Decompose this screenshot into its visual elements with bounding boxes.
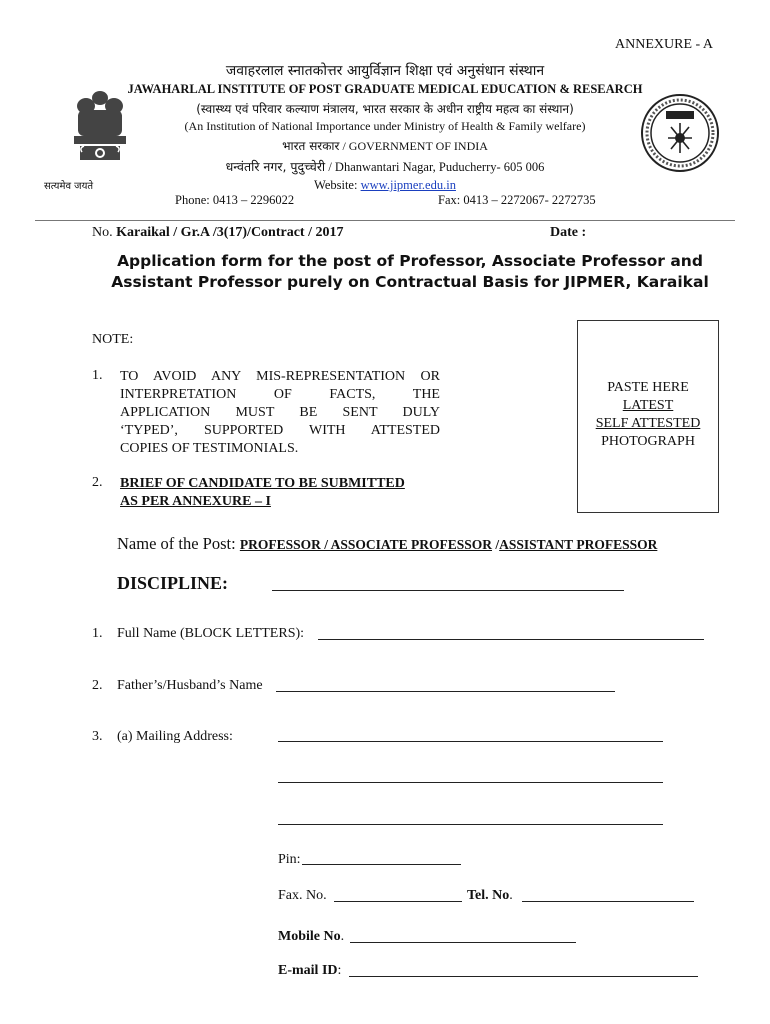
- note-1-line-3: APPLICATION MUST BE SENT DULY: [120, 405, 440, 420]
- mobile-label-dot: .: [340, 929, 345, 944]
- photo-box: [577, 320, 719, 513]
- note-1-line-2: INTERPRETATION OF FACTS, THE: [120, 387, 440, 402]
- note-1-number: 1.: [92, 368, 103, 383]
- photo-line-3: SELF ATTESTED: [595, 416, 701, 431]
- website-link[interactable]: www.jipmer.edu.in: [360, 178, 456, 192]
- address-hindi: धन्वंतरि नगर, पुदुच्चेरी: [225, 159, 326, 174]
- note-2-text: [120, 475, 440, 511]
- reference-value: Karaikal / Gr.A /3(17)/Contract / 2017: [116, 225, 344, 240]
- website-line: [0, 178, 770, 193]
- photo-line-2: LATEST: [622, 398, 674, 413]
- discipline-label: DISCIPLINE:: [117, 573, 229, 593]
- government-line: [0, 137, 770, 154]
- note-2-line-1: BRIEF OF CANDIDATE TO BE SUBMITTED: [120, 476, 405, 491]
- institute-name-hindi: जवाहरलाल स्नातकोत्तर आयुर्विज्ञान शिक्षा एवं अनुसंधान संस्थान: [225, 63, 545, 79]
- mailing-address-line-1[interactable]: [278, 741, 663, 742]
- institute-name-english: JAWAHARLAL INSTITUTE OF POST GRADUATE MEDICAL EDUCATION & RESEARCH: [127, 82, 643, 96]
- field-2-number: 2.: [92, 678, 103, 693]
- pin-label: Pin:: [278, 852, 301, 867]
- mailing-address-line-3[interactable]: [278, 824, 663, 825]
- note-heading: NOTE:: [92, 332, 134, 347]
- mobile-field[interactable]: [350, 942, 576, 943]
- tel-field[interactable]: [522, 901, 694, 902]
- phone-number: Phone: 0413 – 2296022: [175, 193, 295, 207]
- mobile-label-text: Mobile No: [278, 929, 341, 944]
- post-value-2: ASSISTANT PROFESSOR: [499, 537, 658, 552]
- field-3-number: 3.: [92, 729, 103, 744]
- post-name: [117, 534, 657, 554]
- government-hindi: भारत सरकार: [282, 139, 340, 153]
- email-field[interactable]: [349, 976, 698, 977]
- mobile-label: [278, 929, 344, 945]
- institute-subtitle-hindi: (स्वास्थ्य एवं परिवार कल्याण मंत्रालय, भारत सरकार के अधीन राष्ट्रीय महत्व का संस्थान): [196, 102, 574, 116]
- annexure-label: ANNEXURE - A: [615, 37, 713, 52]
- note-1-line-4: ‘TYPED’, SUPPORTED WITH ATTESTED: [120, 423, 440, 438]
- tel-label-text: Tel. No: [467, 888, 510, 903]
- note-1-line-5: COPIES OF TESTIMONIALS.: [120, 441, 299, 456]
- full-name-label: Full Name (BLOCK LETTERS):: [117, 626, 305, 641]
- post-separator: /: [492, 537, 500, 552]
- fax-label: Fax. No.: [278, 888, 327, 903]
- website-label: Website:: [314, 178, 361, 192]
- note-1-line-1: TO AVOID ANY MIS-REPRESENTATION OR: [120, 369, 440, 384]
- photo-line-4: PHOTOGRAPH: [601, 434, 695, 449]
- fax-field[interactable]: [334, 901, 462, 902]
- full-name-field[interactable]: [318, 639, 704, 640]
- note-1-text: [120, 368, 440, 458]
- fax-number: Fax: 0413 – 2272067- 2272735: [438, 193, 596, 207]
- tel-label: [467, 888, 513, 904]
- date-label: Date :: [550, 225, 587, 240]
- emblem-motto: सत्यमेव जयते: [44, 181, 94, 192]
- institute-subtitle-english: (An Institution of National Importance under Ministry of Health & Family welfare): [184, 119, 586, 133]
- email-label-colon: :: [337, 963, 342, 978]
- post-value-1: PROFESSOR / ASSOCIATE PROFESSOR: [239, 537, 493, 552]
- reference-label: No.: [92, 225, 117, 240]
- header-divider: [35, 220, 735, 221]
- field-1-number: 1.: [92, 626, 103, 641]
- email-label-text: E-mail ID: [278, 963, 338, 978]
- address-english: / Dhanwantari Nagar, Puducherry- 605 006: [325, 160, 545, 174]
- form-title: Application form for the post of Professor, Associate Professor and Assistant Professor purely on Contractual Basis for JIPMER, Karaikal: [111, 252, 709, 291]
- tel-label-dot: .: [509, 888, 513, 903]
- father-husband-name-label: Father’s/Husband’s Name: [117, 678, 263, 693]
- mailing-address-label: (a) Mailing Address:: [117, 729, 233, 744]
- pin-field[interactable]: [302, 864, 461, 865]
- post-label: Name of the Post:: [117, 534, 236, 553]
- photo-line-1: PASTE HERE: [607, 380, 689, 395]
- reference-number: [92, 225, 343, 241]
- discipline-field[interactable]: [272, 590, 624, 591]
- address-line: [0, 158, 770, 175]
- note-2-line-2: AS PER ANNEXURE – I: [120, 494, 271, 509]
- email-label: [278, 963, 341, 979]
- mailing-address-line-2[interactable]: [278, 782, 663, 783]
- government-english: / GOVERNMENT OF INDIA: [339, 139, 488, 153]
- note-2-number: 2.: [92, 475, 103, 490]
- father-husband-name-field[interactable]: [276, 691, 615, 692]
